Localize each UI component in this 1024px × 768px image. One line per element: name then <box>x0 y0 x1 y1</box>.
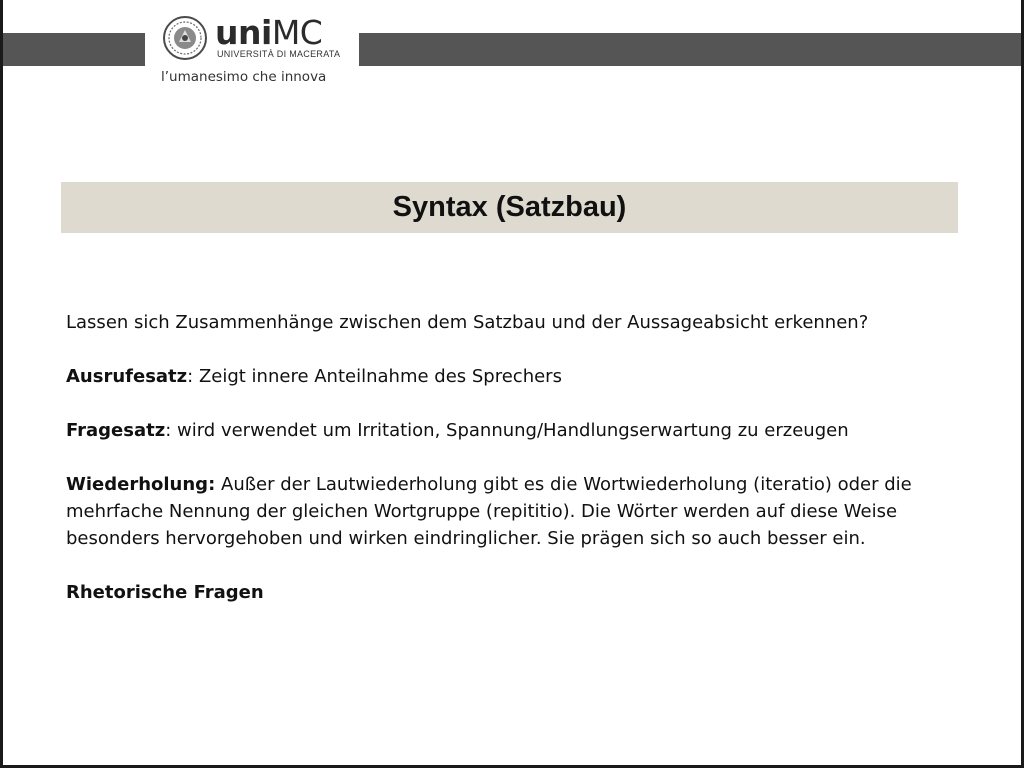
university-seal-icon <box>163 16 207 60</box>
item-text: Zeigt innere Anteilnahme des Sprechers <box>198 366 562 387</box>
slide-title: Syntax (Satzbau) <box>392 191 627 223</box>
item-text: Außer der Lautwiederholung gibt es die Wortwiederholung (iteratio) oder die mehrfache Nennung der gleichen Wortgruppe (repititio). Die Wörter werden auf diese Weise besonders hervorgehoben und wirken eindringlicher. Sie prägen sich so auch besser ein. <box>66 474 912 549</box>
slide-content <box>66 309 966 606</box>
header-bar-right <box>359 33 1021 66</box>
title-band <box>61 182 958 233</box>
university-logo <box>153 12 353 90</box>
brand-light: MC <box>271 13 323 52</box>
intro-question: Lassen sich Zusammenhänge zwischen dem Satzbau und der Aussageabsicht erkennen? <box>66 312 869 333</box>
item-fragesatz: Fragesatz: wird verwendet um Irritation, Spannung/Handlungserwartung zu erzeugen <box>66 420 849 441</box>
item-term: Fragesatz <box>66 420 166 441</box>
item-ausrufesatz: Ausrufesatz: Zeigt innere Anteilnahme des Sprechers <box>66 366 562 387</box>
header-bar-left <box>3 33 145 66</box>
brand-wordmark <box>215 13 323 52</box>
brand-bold: uni <box>215 13 272 52</box>
university-motto: l’umanesimo che innova <box>161 69 327 85</box>
university-name: UNIVERSITÀ DI MACERATA <box>217 49 341 59</box>
item-text: wird verwendet um Irritation, Spannung/Handlungserwartung zu erzeugen <box>177 420 849 441</box>
item-wiederholung <box>66 471 966 552</box>
closing-item: Rhetorische Fragen <box>66 582 264 603</box>
item-term: Wiederholung: <box>66 474 216 495</box>
item-term: Ausrufesatz <box>66 366 188 387</box>
